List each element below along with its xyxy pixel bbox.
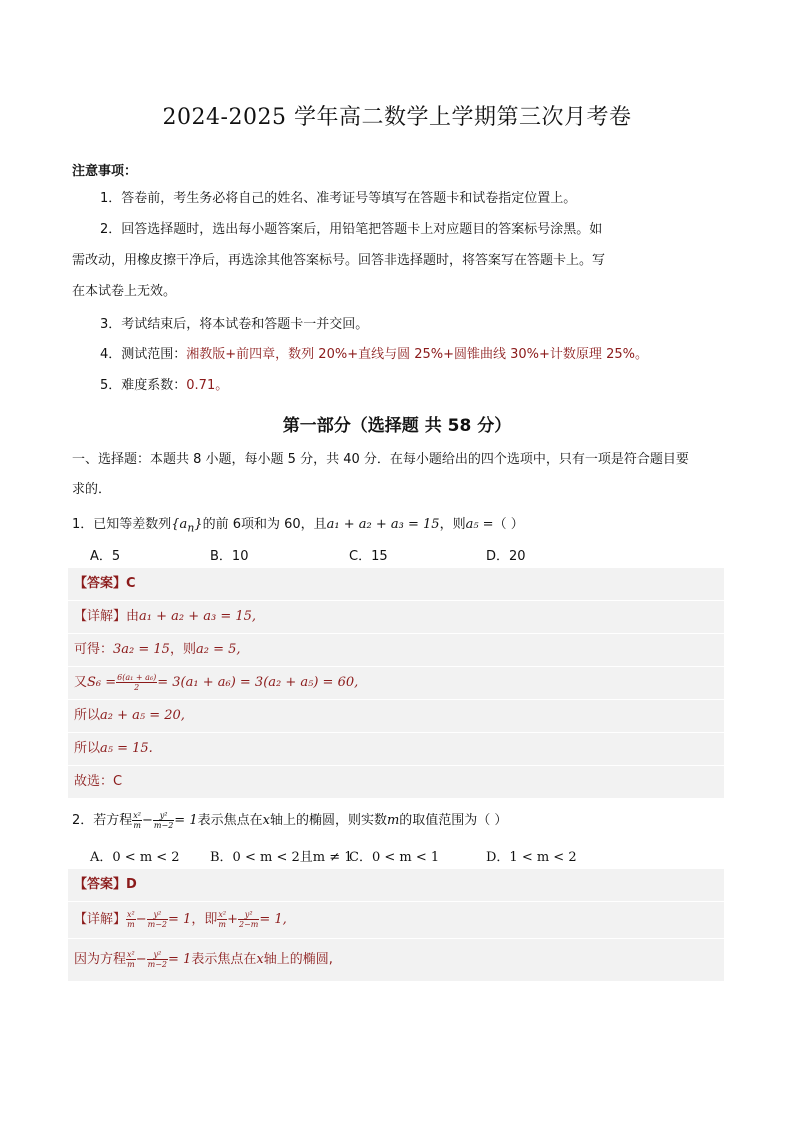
q2-f1-den: m bbox=[133, 821, 141, 830]
q2-stem-mid: 表示焦点在 bbox=[197, 813, 263, 828]
difficulty-value: 0.71。 bbox=[186, 378, 229, 393]
q2-d2-fx-den: m bbox=[127, 960, 135, 969]
q1-answer-box bbox=[68, 568, 724, 799]
q2-d1-frac-y bbox=[147, 910, 168, 929]
q2-d1-frac-x bbox=[126, 910, 136, 929]
q2-f2-num: y² bbox=[153, 811, 174, 821]
q2-d2-pre: 因为方程 bbox=[74, 952, 127, 967]
instructions-line-2: 求的． bbox=[72, 482, 112, 497]
q2-d2-frac-y bbox=[147, 950, 168, 969]
q2-d1-fy2-den: 2−m bbox=[238, 920, 259, 929]
q2-d1-fy2-num: y² bbox=[238, 910, 259, 920]
q2-detail-row-2 bbox=[68, 939, 724, 982]
q1-detail-row-1 bbox=[68, 601, 724, 634]
q1-seq-a: {a bbox=[171, 517, 188, 532]
q1-option-b: B．10 bbox=[210, 549, 249, 564]
exam-title: 2024-2025 学年高二数学上学期第三次月考卷 bbox=[162, 105, 632, 130]
q1-seq-end: } bbox=[194, 517, 203, 532]
q2-answer-row bbox=[68, 869, 724, 902]
q2-var-m: m bbox=[386, 813, 400, 828]
q2-d2-fx-num: x² bbox=[127, 950, 135, 959]
q1-d2-math1: 3a₂ = 15 bbox=[113, 642, 170, 657]
note-item-4 bbox=[100, 346, 648, 364]
q2-fraction-x bbox=[132, 811, 142, 830]
q1-answer-row bbox=[68, 568, 724, 601]
q2-d1-fx2-num: x² bbox=[218, 910, 227, 919]
q2-minus: − bbox=[142, 813, 153, 828]
q1-d3-fraction bbox=[116, 673, 157, 692]
q2-f1-num: x² bbox=[133, 811, 141, 820]
q1-d3-lhs: S₆ = bbox=[87, 675, 117, 690]
q2-d1-frac-y2 bbox=[238, 910, 259, 929]
note-item-5 bbox=[100, 377, 228, 395]
q2-d1-fx2-den: m bbox=[218, 920, 226, 929]
q2-option-c: C．0 < m < 1 bbox=[349, 850, 440, 865]
q2-d2-minus: − bbox=[135, 952, 147, 967]
q2-option-a: A．0 < m < 2 bbox=[90, 850, 180, 865]
q1-d5-pre: 所以 bbox=[74, 741, 101, 756]
q1-d5-math: a₅ = 15. bbox=[100, 741, 153, 756]
q1-stem-mid: 的前 6项和为 60，且 bbox=[202, 517, 327, 532]
note-item-1: 1．答卷前，考生务必将自己的姓名、准考证号等填写在答题卡和试卷指定位置上。 bbox=[100, 191, 577, 206]
q2-d2-mid2: 轴上的椭圆, bbox=[263, 952, 333, 967]
q1-option-a: A．5 bbox=[90, 549, 121, 564]
q1-d3-rhs: = 3(a₁ + a₆) = 3(a₂ + a₅) = 60, bbox=[157, 675, 359, 690]
q2-d1-eq2: = 1, bbox=[259, 912, 287, 927]
q1-d4-math: a₂ + a₅ = 20, bbox=[100, 708, 185, 723]
q2-option-b: B．0 < m < 2且m ≠ 1 bbox=[210, 850, 353, 865]
q2-f2-den: m−2 bbox=[153, 821, 174, 830]
q2-d2-frac-x bbox=[126, 950, 136, 969]
note-item-5-prefix: 5．难度系数： bbox=[100, 378, 187, 393]
q1-stem-pre: 1．已知等差数列 bbox=[72, 517, 172, 532]
q1-d4-pre: 所以 bbox=[74, 708, 101, 723]
q2-stem-mid2: 轴上的椭圆，则实数 bbox=[269, 813, 387, 828]
q2-stem-end: 的取值范围为（ ） bbox=[399, 813, 508, 828]
question-1-options bbox=[90, 545, 730, 563]
q1-detail-row-4 bbox=[68, 700, 724, 733]
note-item-3: 3．考试结束后，将本试卷和答题卡一并交回。 bbox=[100, 317, 369, 332]
q1-detail-row-6 bbox=[68, 766, 724, 799]
q2-d1-mid: ，即 bbox=[191, 912, 218, 927]
q2-d1-fy-num: y² bbox=[147, 910, 168, 920]
question-2-stem bbox=[72, 809, 507, 830]
q2-d1-plus: + bbox=[227, 912, 238, 927]
q1-d1-math: a₁ + a₂ + a₃ = 15, bbox=[139, 609, 257, 624]
q2-d2-eq: = 1 bbox=[168, 952, 192, 967]
q1-d6: 故选：C bbox=[74, 774, 123, 789]
q2-d1-fx-num: x² bbox=[127, 910, 135, 919]
q1-stem-end: （ ） bbox=[493, 517, 524, 532]
q1-answer-label: 【答案】 bbox=[74, 576, 127, 591]
q1-ask: a₅ = bbox=[465, 517, 494, 532]
q1-d3-den: 2 bbox=[134, 683, 140, 692]
q1-answer-value: C bbox=[126, 576, 136, 591]
q2-d1-fx-den: m bbox=[127, 920, 135, 929]
q2-answer-box bbox=[68, 869, 724, 982]
q1-detail-row-3 bbox=[68, 667, 724, 700]
q1-detail-row-2 bbox=[68, 634, 724, 667]
q1-d2-math2: a₂ = 5, bbox=[195, 642, 241, 657]
q2-d1-frac-x2 bbox=[217, 910, 227, 929]
q1-d2-pre: 可得： bbox=[74, 642, 114, 657]
q1-detail-row-5 bbox=[68, 733, 724, 766]
note-item-2-line-1: 2．回答选择题时，选出每小题答案后，用铅笔把答题卡上对应题目的答案标号涂黑。如 bbox=[100, 222, 603, 237]
note-item-4-prefix: 4．测试范围： bbox=[100, 347, 187, 362]
test-scope: 湘教版+前四章，数列 20%+直线与圆 25%+圆锥曲线 30%+计数原理 25%。 bbox=[186, 347, 648, 362]
section-title: 第一部分（选择题 共 58 分） bbox=[282, 416, 512, 436]
q2-stem-pre: 2．若方程 bbox=[72, 813, 133, 828]
q1-d2-mid: ，则 bbox=[169, 642, 196, 657]
q1-seq bbox=[171, 517, 203, 535]
instructions-line-1: 一、选择题：本题共 8 小题，每小题 5 分，共 40 分．在每小题给出的四个选项中，只有一项是符合题目要 bbox=[72, 452, 689, 467]
q1-condition: a₁ + a₂ + a₃ = 15 bbox=[326, 517, 440, 532]
q2-option-d: D．1 < m < 2 bbox=[486, 850, 577, 865]
q2-detail-label: 【详解】 bbox=[74, 912, 127, 927]
q1-option-c: C．15 bbox=[349, 549, 388, 564]
q2-d1-fy-den: m−2 bbox=[147, 920, 168, 929]
q2-d1-eq1: = 1 bbox=[168, 912, 192, 927]
q2-fraction-y bbox=[153, 811, 174, 830]
notes-heading: 注意事项： bbox=[72, 164, 138, 179]
q1-detail-label: 【详解】 bbox=[74, 609, 127, 624]
q1-seq-sub: n bbox=[187, 521, 195, 535]
question-2-options bbox=[90, 846, 730, 864]
q2-eq: = 1 bbox=[174, 813, 198, 828]
q2-d2-mid: 表示焦点在 bbox=[191, 952, 257, 967]
note-item-2-line-2: 需改动，用橡皮擦干净后，再选涂其他答案标号。回答非选择题时，将答案写在答题卡上。写 bbox=[72, 253, 606, 268]
q1-d1-pre: 由 bbox=[126, 609, 140, 624]
q2-answer-label: 【答案】 bbox=[74, 877, 127, 892]
question-1-stem bbox=[72, 513, 524, 535]
q1-option-d: D．20 bbox=[486, 549, 526, 564]
note-item-2-line-3: 在本试卷上无效。 bbox=[72, 284, 177, 299]
q1-stem-mid2: ，则 bbox=[439, 517, 466, 532]
q1-d3-pre: 又 bbox=[74, 675, 88, 690]
q2-d2-var-x: x bbox=[256, 952, 264, 967]
q1-d3-num: 6(a₁ + a₆) bbox=[117, 673, 157, 682]
q2-d2-fy-den: m−2 bbox=[147, 960, 168, 969]
q2-d2-fy-num: y² bbox=[147, 950, 168, 960]
q2-detail-row-1 bbox=[68, 902, 724, 939]
q2-d1-minus: − bbox=[135, 912, 147, 927]
q2-var-x: x bbox=[262, 813, 270, 828]
q2-answer-value: D bbox=[126, 877, 137, 892]
